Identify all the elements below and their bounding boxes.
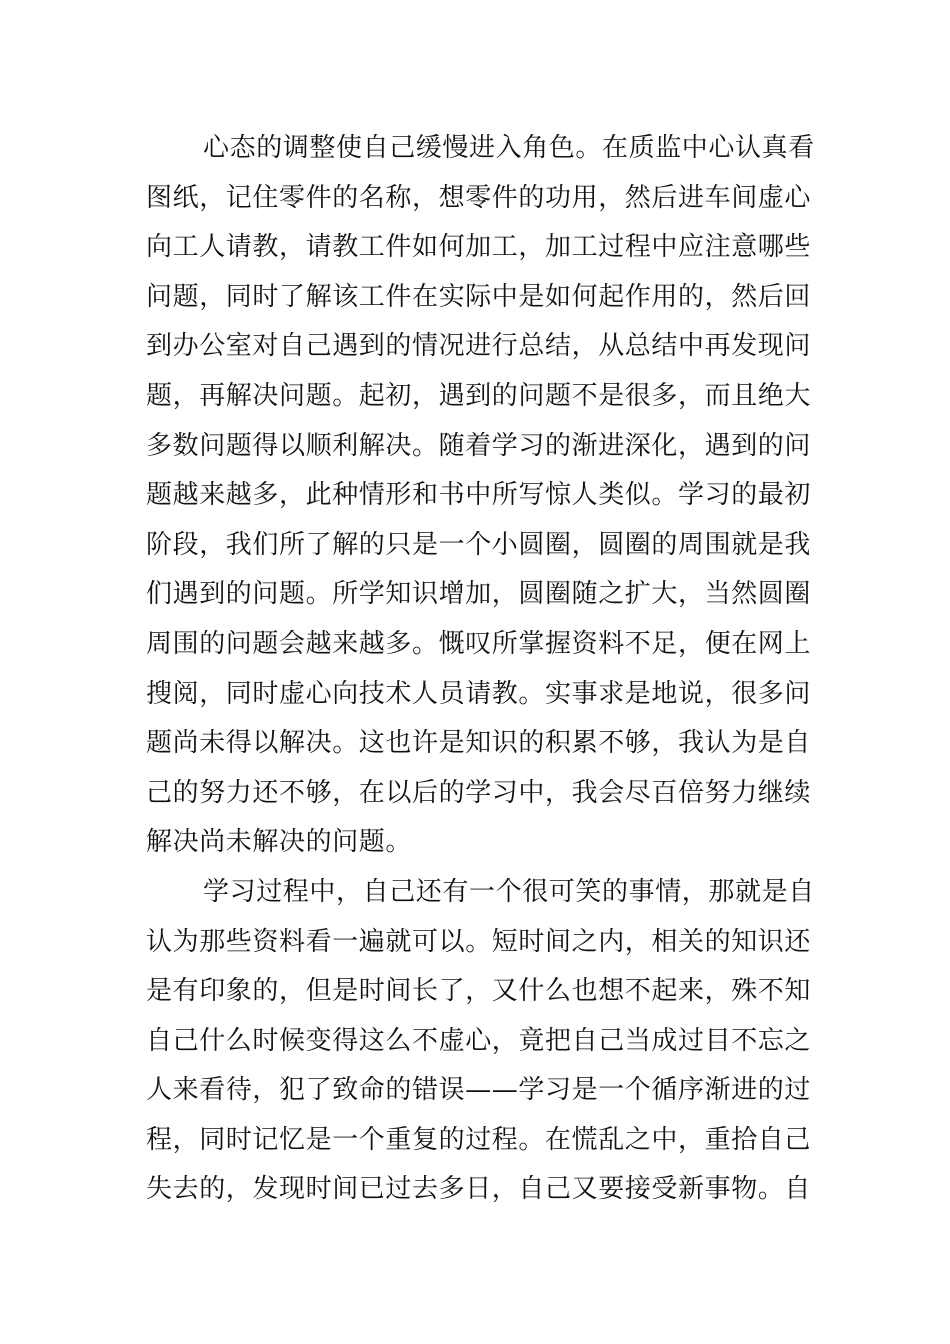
text-line: 学习过程中，自己还有一个很可笑的事情，那就是自 xyxy=(203,876,815,907)
text-line: 问题，同时了解该工件在实际中是如何起作用的，然后回 xyxy=(146,281,812,312)
text-line: 阶段，我们所了解的只是一个小圆圈，圆圈的周围就是我 xyxy=(146,529,812,560)
document-body xyxy=(146,124,815,1215)
text-line: 题尚未得以解决。这也许是知识的积累不够，我认为是自 xyxy=(146,728,812,759)
text-line: 程，同时记忆是一个重复的过程。在慌乱之中，重拾自己 xyxy=(146,1124,812,1155)
text-line: 己的努力还不够，在以后的学习中，我会尽百倍努力继续 xyxy=(146,777,812,808)
text-line: 自己什么时候变得这么不虚心，竟把自己当成过目不忘之 xyxy=(146,1025,812,1056)
text-line: 向工人请教，请教工件如何加工，加工过程中应注意哪些 xyxy=(146,232,812,263)
text-line: 是有印象的，但是时间长了，又什么也想不起来，殊不知 xyxy=(146,976,812,1007)
text-line: 解决尚未解决的问题。 xyxy=(146,827,413,858)
text-line: 认为那些资料看一遍就可以。短时间之内，相关的知识还 xyxy=(146,926,812,957)
text-line: 失去的，发现时间已过去多日，自己又要接受新事物。自 xyxy=(146,1174,812,1205)
paragraph-2 xyxy=(146,868,815,1215)
paragraph-1 xyxy=(146,124,815,868)
text-line: 图纸，记住零件的名称，想零件的功用，然后进车间虚心 xyxy=(146,182,812,213)
text-line: 到办公室对自己遇到的情况进行总结，从总结中再发现问 xyxy=(146,331,812,362)
text-line: 心态的调整使自己缓慢进入角色。在质监中心认真看 xyxy=(203,133,815,163)
text-line: 周围的问题会越来越多。慨叹所掌握资料不足，便在网上 xyxy=(146,628,812,659)
text-line: 搜阅，同时虚心向技术人员请教。实事求是地说，很多问 xyxy=(146,678,812,709)
text-line: 题越来越多，此种情形和书中所写惊人类似。学习的最初 xyxy=(146,480,812,511)
text-line: 题，再解决问题。起初，遇到的问题不是很多，而且绝大 xyxy=(146,380,812,411)
text-line: 多数问题得以顺利解决。随着学习的渐进深化，遇到的问 xyxy=(146,430,812,461)
text-line: 们遇到的问题。所学知识增加，圆圈随之扩大，当然圆圈 xyxy=(146,579,812,610)
text-line: 人来看待，犯了致命的错误——学习是一个循序渐进的过 xyxy=(146,1075,812,1106)
